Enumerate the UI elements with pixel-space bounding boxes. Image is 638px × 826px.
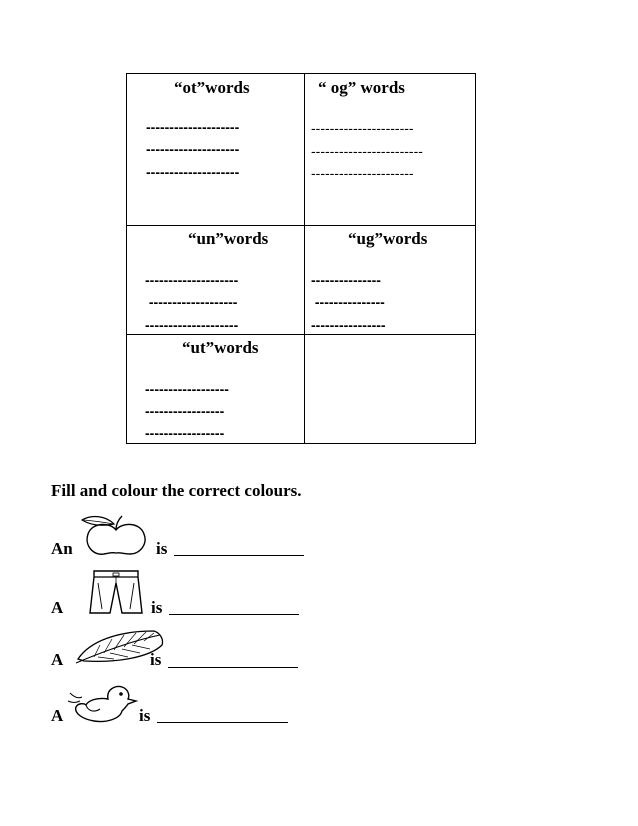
chick-icon [66, 683, 138, 723]
answer-line-4[interactable] [157, 722, 288, 723]
ug-answer-line-1[interactable]: --------------- [311, 272, 381, 288]
word-family-table [126, 73, 476, 444]
ut-answer-line-2[interactable]: ----------------- [145, 403, 225, 419]
og-answer-line-1[interactable]: ---------------------- [311, 120, 414, 136]
answer-line-3[interactable] [168, 667, 298, 668]
article-a-1: A [51, 598, 64, 617]
un-answer-line-2[interactable]: ------------------- [145, 294, 238, 310]
ug-answer-line-2[interactable]: --------------- [311, 294, 385, 310]
pants-icon [86, 569, 146, 615]
is-word-2: is [151, 598, 163, 617]
ug-words-title: “ug”words [348, 229, 428, 248]
table-divider-row1 [127, 225, 475, 226]
is-word-1: is [156, 539, 168, 558]
answer-line-1[interactable] [174, 555, 304, 556]
un-answer-line-1[interactable]: -------------------- [145, 272, 239, 288]
un-words-title: “un”words [188, 229, 269, 248]
article-a-2: A [51, 650, 64, 669]
og-words-title: “ og” words [318, 78, 405, 97]
apple-icon [80, 512, 152, 558]
ot-answer-line-2[interactable]: -------------------- [146, 141, 240, 157]
ut-words-title: “ut”words [182, 338, 259, 357]
ut-answer-line-1[interactable]: ------------------ [145, 381, 229, 397]
un-answer-line-3[interactable]: -------------------- [145, 317, 239, 333]
article-a-3: A [51, 706, 64, 725]
ot-answer-line-3[interactable]: -------------------- [146, 164, 240, 180]
table-divider-row2 [127, 334, 475, 335]
article-an: An [51, 539, 73, 558]
is-word-3: is [150, 650, 162, 669]
ut-answer-line-3[interactable]: ----------------- [145, 425, 225, 441]
ot-answer-line-1[interactable]: -------------------- [146, 119, 240, 135]
instruction-text: Fill and colour the correct colours. [51, 481, 302, 500]
answer-line-2[interactable] [169, 614, 299, 615]
ug-answer-line-3[interactable]: ---------------- [311, 317, 386, 333]
is-word-4: is [139, 706, 151, 725]
og-answer-line-3[interactable]: ---------------------- [311, 165, 414, 181]
table-divider-vertical [304, 74, 305, 443]
ot-words-title: “ot”words [174, 78, 250, 97]
og-answer-line-2[interactable]: ------------------------ [311, 143, 423, 159]
